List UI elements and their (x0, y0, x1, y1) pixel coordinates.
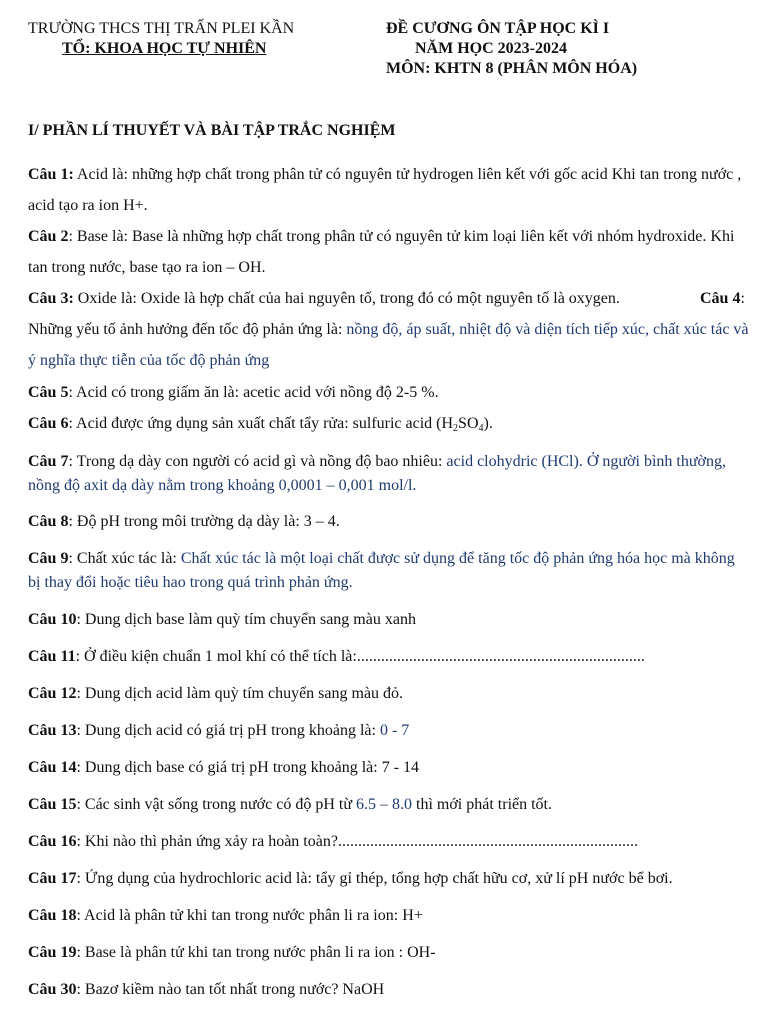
question-10: Câu 10: Dung dịch base làm quỳ tím chuyển sang màu xanh (28, 611, 416, 628)
question-7: Câu 7: Trong dạ dày con người có acid gì và nồng độ bao nhiêu: acid clohydric (HCl). Ở người bình thường, nồng độ axit dạ dày nằm trong khoảng 0,0001 – 0,001 mol/l. (28, 453, 726, 494)
question-1: Câu 1: Acid là: những hợp chất trong phân tử có nguyên tử hydrogen liên kết với gốc acid Khi tan trong nước , acid tạo ra ion H+. (28, 166, 742, 214)
question-12: Câu 12: Dung dịch acid làm quỳ tím chuyển sang màu đỏ. (28, 685, 404, 702)
header-right (386, 19, 637, 79)
question-30: Câu 30: Bazơ kiềm nào tan tốt nhất trong nước? NaOH (28, 981, 385, 998)
question-14: Câu 14: Dung dịch base có giá trị pH trong khoảng là: 7 - 14 (28, 759, 420, 776)
school-year: NĂM HỌC 2023-2024 (415, 40, 567, 57)
question-17: Câu 17: Ứng dụng của hydrochloric acid là: tẩy gỉ thép, tổng hợp chất hữu cơ, xử lí pH nước bể bơi. (28, 870, 673, 887)
question-18: Câu 18: Acid là phân tử khi tan trong nước phân li ra ion: H+ (28, 907, 423, 924)
question-2: Câu 2: Base là: Base là những hợp chất trong phân tử có nguyên tử kim loại liên kết với nhóm hydroxide. Khi tan trong nước, base tạo ra ion – OH. (28, 228, 735, 276)
question-4-answer: nồng độ, áp suất, nhiệt độ và diện tích tiếp xúc, chất xúc tác và ý nghĩa thực tiễn của tốc độ phản ứng (28, 321, 749, 369)
department-name: TỔ: KHOA HỌC TỰ NHIÊN (62, 40, 267, 57)
question-15: Câu 15: Các sinh vật sống trong nước có độ pH từ 6.5 – 8.0 thì mới phát triển tốt. (28, 796, 552, 813)
question-11: Câu 11: Ở điều kiện chuẩn 1 mol khí có thể tích là:........................................................................ (28, 648, 645, 665)
section-title: I/ PHẦN LÍ THUYẾT VÀ BÀI TẬP TRẮC NGHIỆM (28, 122, 396, 139)
subject-name: MÔN: KHTN 8 (PHÂN MÔN HÓA) (386, 60, 638, 77)
question-7-answer: acid clohydric (HCl). Ở người bình thường, nồng độ axit dạ dày nằm trong khoảng 0,0001 – 0,001 mol/l. (28, 453, 726, 494)
question-9: Câu 9: Chất xúc tác là: Chất xúc tác là một loại chất được sử dụng để tăng tốc độ phản ứng hóa học mà không bị thay đổi hoặc tiêu hao trong quá trình phản ứng. (28, 550, 735, 591)
document-title: ĐỀ CƯƠNG ÔN TẬP HỌC KÌ I (386, 20, 610, 37)
question-19: Câu 19: Base là phân tử khi tan trong nước phân li ra ion : OH- (28, 944, 436, 961)
question-13: Câu 13: Dung dịch acid có giá trị pH trong khoảng là: 0 - 7 (28, 722, 410, 739)
header-left (28, 19, 294, 59)
question-3: Câu 3: Oxide là: Oxide là hợp chất của hai nguyên tố, trong đó có một nguyên tố là oxygen. (28, 290, 620, 307)
school-name: TRƯỜNG THCS THỊ TRẤN PLEI KẦN (28, 20, 295, 37)
question-4: Câu 4: Những yếu tố ảnh hưởng đến tốc độ phản ứng là: nồng độ, áp suất, nhiệt độ và diện tích tiếp xúc, chất xúc tác và ý nghĩa thực tiễn của tốc độ phản ứng (28, 290, 749, 369)
question-9-answer: Chất xúc tác là một loại chất được sử dụng để tăng tốc độ phản ứng hóa học mà không bị thay đổi hoặc tiêu hao trong quá trình phản ứng. (28, 550, 735, 591)
question-5: Câu 5: Acid có trong giấm ăn là: acetic acid với nồng độ 2-5 %. (28, 384, 439, 401)
question-8: Câu 8: Độ pH trong môi trường dạ dày là: 3 – 4. (28, 513, 340, 530)
question-16: Câu 16: Khi nào thì phản ứng xảy ra hoàn toàn?........................................................................... (28, 833, 638, 850)
question-6: Câu 6: Acid được ứng dụng sản xuất chất tẩy rửa: sulfuric acid $(H_2SO_4)$. (28, 415, 493, 434)
